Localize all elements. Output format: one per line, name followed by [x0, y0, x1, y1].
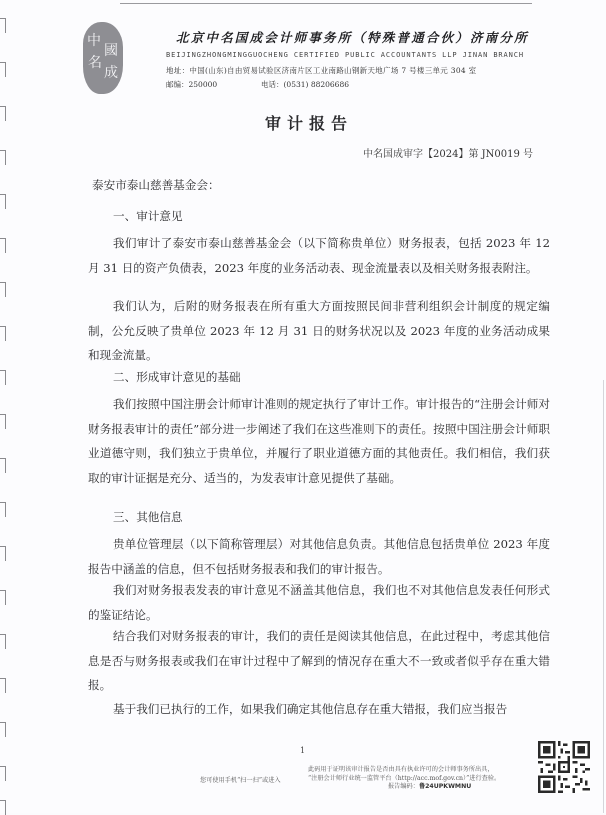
page-number: 1 [300, 746, 306, 755]
verification-note [308, 766, 500, 792]
firm-seal-logo [83, 22, 123, 94]
binding-mark [0, 282, 6, 297]
firm-name-en: BEIJINGZHONGMINGGUOCHENG CERTIFIED PUBLIC ACCOUNTANTS LLP JINAN BRANCH [166, 51, 525, 59]
firm-postcode: 邮编：250000 [166, 80, 218, 89]
binding-mark [0, 150, 6, 165]
section-heading-audit-opinion: 一、审计意见 [113, 209, 183, 223]
verification-line: “注册会计师行业统一监管平台（http://acc.mof.gov.cn）”进行查验。 [308, 774, 501, 782]
report-title: 审计报告 [264, 114, 353, 133]
paragraph: 我们按照中国注册会计师审计准则的规定执行了审计工作。审计报告的“注册会计师对财务报表审计的责任”部分进一步阐述了我们在这些准则下的责任。按照中国注册会计师职业道德守则，我们独立于贵单位，并履行了职业道德方面的其他责任。我们相信，我们获取的审计证据是充分、适当的，为发表审计意见提供了基础。 [88, 397, 550, 485]
addressee: 泰安市泰山慈善基金会： [92, 178, 220, 192]
binding-mark [0, 370, 6, 385]
seal-char: 名 [88, 55, 102, 71]
binding-mark [0, 326, 6, 341]
paragraph: 我们对财务报表发表的审计意见不涵盖其他信息，我们也不对其他信息发表任何形式的鉴证结论。 [88, 583, 550, 622]
report-reference-number: 中名国成审字【2024】第 JN0019 号 [363, 149, 534, 160]
binding-mark [0, 62, 6, 77]
report-code-line [308, 783, 500, 792]
paragraph: 基于我们已执行的工作，如果我们确定其他信息存在重大错报，我们应当报告 [113, 702, 508, 716]
section-heading-other-info: 三、其他信息 [113, 510, 183, 524]
paragraph: 贵单位管理层（以下简称管理层）对其他信息负责。其他信息包括贵单位 2023 年度报告中涵盖的信息，但不包括财务报表和我们的审计报告。 [88, 537, 550, 576]
binding-mark [0, 194, 6, 209]
binding-mark [0, 634, 6, 649]
binding-mark [0, 414, 6, 429]
binding-mark [0, 502, 6, 517]
seal-char: 成 [104, 65, 118, 81]
qr-code-icon[interactable] [538, 741, 590, 793]
verification-line: 此码用于证明该审计报告是否由具有执业许可的会计师事务所出具， [308, 766, 494, 773]
binding-mark [0, 678, 6, 693]
report-code-label: 报告编码： [388, 783, 419, 790]
binding-mark [0, 238, 6, 253]
paragraph: 我们审计了泰安市泰山慈善基金会（以下简称贵单位）财务报表，包括 2023 年 12 月 31 日的资产负债表，2023 年度的业务活动表、现金流量表以及相关财务报表附注。 [88, 236, 550, 275]
firm-address: 地址：中国(山东)自由贸易试验区济南片区工业南路山钢新天地广场 7 号楼三单元 304 室 [166, 66, 477, 75]
binding-mark [0, 766, 6, 781]
right-scan-edge [603, 380, 604, 813]
scan-hint: 您可使用手机“扫一扫”或进入 [200, 777, 281, 784]
firm-name-cn: 北京中名国成会计师事务所（特殊普通合伙）济南分所 [176, 30, 529, 45]
binding-mark [0, 458, 6, 473]
binding-mark [0, 722, 6, 737]
report-code: 鲁24UPKWMNU [418, 783, 472, 790]
section-heading-basis: 二、形成审计意见的基础 [113, 370, 241, 384]
seal-char: 國 [104, 43, 118, 59]
paragraph: 结合我们对财务报表的审计，我们的责任是阅读其他信息，在此过程中，考虑其他信息是否与财务报表或我们在审计过程中了解到的情况存在重大不一致或者似乎存在重大错报。 [88, 629, 550, 693]
top-scan-edge [120, 3, 532, 4]
binding-mark [0, 590, 6, 605]
paragraph: 我们认为，后附的财务报表在所有重大方面按照民间非营利组织会计制度的规定编制，公允反映了贵单位 2023 年 12 月 31 日的财务状况以及 2023 年度的业务活动成果和现金流量。 [88, 299, 550, 363]
firm-phone: 电话：(0531) 88206686 [261, 80, 349, 89]
firm-contact [166, 79, 349, 90]
seal-char: 中 [87, 33, 101, 49]
binding-mark [0, 546, 6, 561]
binding-mark [0, 18, 6, 33]
